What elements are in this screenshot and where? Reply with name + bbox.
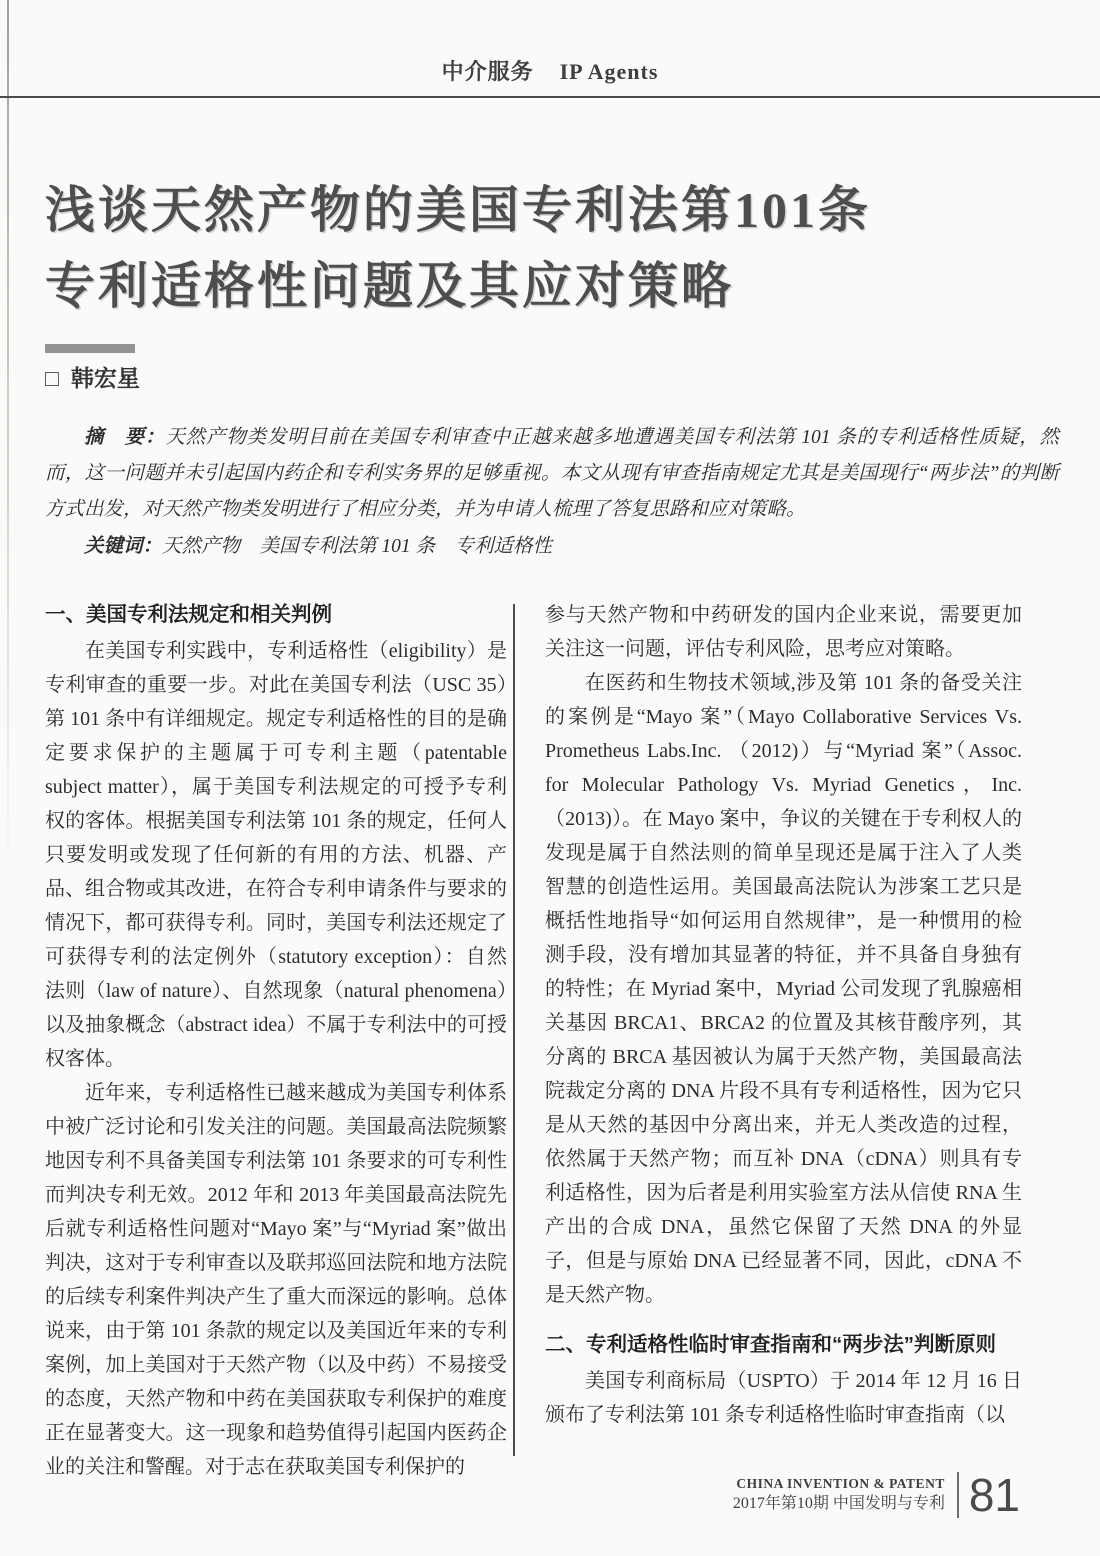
section2-paragraph-1: 美国专利商标局（USPTO）于 2014 年 12 月 16 日颁布了专利法第 101 条专利适格性临时审查指南（以 — [545, 1370, 1022, 1426]
author-name: 韩宏星 — [70, 365, 140, 391]
author-line — [45, 360, 140, 393]
author-marker-icon: □ — [45, 365, 59, 391]
page-header — [0, 55, 1100, 86]
section1-paragraph-2: 近年来，专利适格性已越来越成为美国专利体系中被广泛讨论和引发关注的问题。美国最高法院频繁地因专利不具备美国专利法第 101 条要求的可专利性而判决专利无效。2012 年和 2013 年美国最高法院先后就专利适格性问题对“Mayo 案”与“Myriad 案”做出判决，这对于专利审查以及联邦巡回法院和地方法院的后续专利案件判决产生了重大而深远的影响。总体说来，由于第 101 条款的规定以及美国近年来的专利案例，加上美国对于天然产物（以及中药）不易接受的态度，天然产物和中药在美国获取专利保护的难度正在显著变大。这一现象和趋势值得引起国内医药企业的关注和警醒。对于志在获取美国专利保护的 — [45, 1082, 507, 1478]
abstract-paragraph — [45, 420, 1059, 528]
footer-issue-cn: 2017年第10期 中国发明与专利 — [732, 1495, 945, 1513]
column-right — [545, 598, 1022, 1432]
article-title — [45, 172, 1005, 324]
keywords-label: 关键词： — [84, 536, 163, 557]
article-title-line1: 浅谈天然产物的美国专利法第101条 — [45, 182, 871, 238]
page-footer — [732, 1469, 1020, 1521]
section1-paragraph-2-continued: 参与天然产物和中药研发的国内企业来说，需要更加关注这一问题，评估专利风险，思考应对策略。 — [545, 604, 1022, 660]
abstract-block — [45, 420, 1059, 565]
page-number: 81 — [968, 1469, 1020, 1521]
section1-heading: 一、美国专利法规定和相关判例 — [45, 603, 332, 626]
header-rule — [0, 96, 1100, 98]
article-title-line2: 专利适格性问题及其应对策略 — [45, 258, 734, 314]
section1-paragraph-3: 在医药和生物技术领域,涉及第 101 条的备受关注的案例是“Mayo 案”（Mayo Collaborative Services Vs. Prometheus Labs.Inc. （2012)）与“Myriad 案”（Assoc. for Molecular Pathology Vs. Myriad Genetics，Inc. （2013)）。在 Mayo 案中，争议的关键在于专利权人的发现是属于自然法则的简单呈现还是属于注入了人类智慧的创造性运用。美国最高法院认为涉案工艺只是概括性地指导“如何运用自然规律”，是一种惯用的检测手段，没有增加其显著的特征，并不具备自身独有的特性；在 Myriad 案中，Myriad 公司发现了乳腺癌相关基因 BRCA1、BRCA2 的位置及其核苷酸序列，其分离的 BRCA 基因被认为属于天然产物，美国最高法院裁定分离的 DNA 片段不具有专利适格性，因为它只是从天然的基因中分离出来，并无人类改造的过程，依然属于天然产物；而互补 DNA（cDNA）则具有专利适格性，因为后者是利用实验室方法从信使 RNA 生产出的合成 DNA，虽然它保留了天然 DNA 的外显子，但是与原始 DNA 已经显著不同，因此，cDNA 不是天然产物。 — [545, 672, 1022, 1306]
column-divider — [513, 604, 515, 1456]
footer-journal-info — [733, 1476, 945, 1515]
author-bar — [45, 344, 135, 353]
column-left — [45, 598, 507, 1484]
keywords-line — [45, 529, 1059, 565]
section1-paragraph-1: 在美国专利实践中，专利适格性（eligibility）是专利审查的重要一步。对此在美国专利法（USC 35）第 101 条中有详细规定。规定专利适格性的目的是确定要求保护的主题属于可专利主题（patentable subject matter），属于美国专利法规定的可授予专利权的客体。根据美国专利法第 101 条的规定，任何人只要发明或发现了任何新的有用的方法、机器、产品、组合物或其改进，在符合专利申请条件与要求的情况下，都可获得专利。同时，美国专利法还规定了可获得专利的法定例外（statutory exception）：自然法则（law of nature）、自然现象（natural phenomena）以及抽象概念（abstract idea）不属于专利法中的可授权客体。 — [45, 640, 507, 1070]
header-section-en: IP Agents — [559, 59, 659, 84]
footer-journal-en: CHINA INVENTION & PATENT — [736, 1475, 945, 1491]
keywords-text: 天然产物 美国专利法第 101 条 专利适格性 — [162, 536, 553, 557]
header-section-cn: 中介服务 — [441, 59, 534, 84]
abstract-label: 摘 要： — [84, 427, 166, 448]
scan-edge-artifact — [7, 0, 9, 934]
section2-heading: 二、专利适格性临时审查指南和“两步法”判断原则 — [545, 1333, 996, 1356]
abstract-text: 天然产物类发明目前在美国专利审查中正越来越多地遭遇美国专利法第 101 条的专利适格性质疑，然而，这一问题并未引起国内药企和专利实务界的足够重视。本文从现有审查指南规定尤其是美国现行“两步法”的判断方式出发，对天然产物类发明进行了相应分类，并为申请人梳理了答复思路和应对策略。 — [45, 427, 1059, 520]
footer-separator — [957, 1472, 959, 1518]
